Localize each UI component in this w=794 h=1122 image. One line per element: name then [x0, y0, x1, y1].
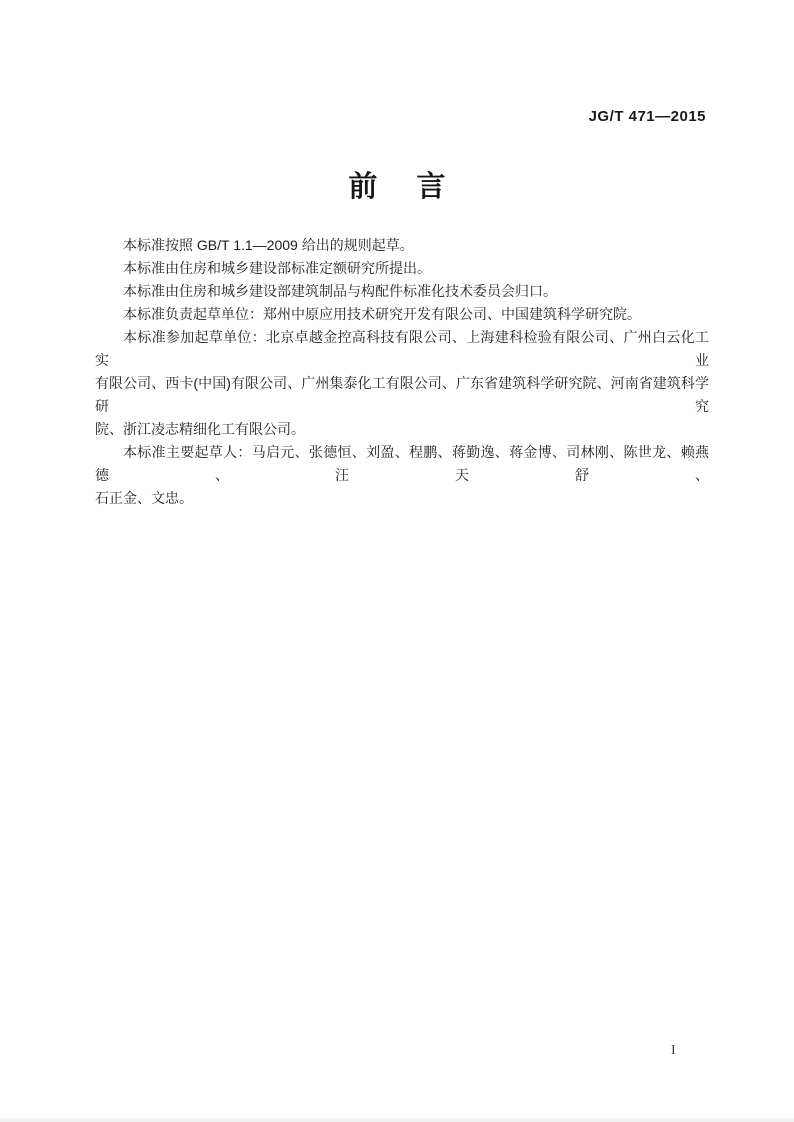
page-number: I: [671, 1043, 676, 1058]
body-line: 有限公司、西卡(中国)有限公司、广州集泰化工有限公司、广东省建筑科学研究院、河南省建筑科学研究: [95, 375, 709, 414]
foreword-body: [95, 234, 709, 510]
standard-code: JG/T 471—2015: [588, 108, 706, 125]
body-line: 石正金、文忠。: [95, 490, 193, 506]
body-line: 本标准负责起草单位：郑州中原应用技术研究开发有限公司、中国建筑科学研究院。: [123, 306, 641, 322]
body-line: 本标准主要起草人：马启元、张德恒、刘盈、程鹏、蒋勤逸、蒋金博、司林刚、陈世龙、赖燕德、汪天舒、: [95, 444, 709, 483]
body-line: 本标准按照 GB/T 1.1—2009 给出的规则起草。: [123, 237, 414, 253]
scan-edge-shadow: [0, 1117, 794, 1122]
body-line: 本标准由住房和城乡建设部建筑制品与构配件标准化技术委员会归口。: [123, 283, 557, 299]
page-title: 前言: [348, 171, 485, 203]
body-line: 本标准参加起草单位：北京卓越金控高科技有限公司、上海建科检验有限公司、广州白云化工实业: [95, 329, 709, 368]
body-line: 本标准由住房和城乡建设部标准定额研究所提出。: [123, 260, 431, 276]
body-line: 院、浙江凌志精细化工有限公司。: [95, 421, 305, 437]
